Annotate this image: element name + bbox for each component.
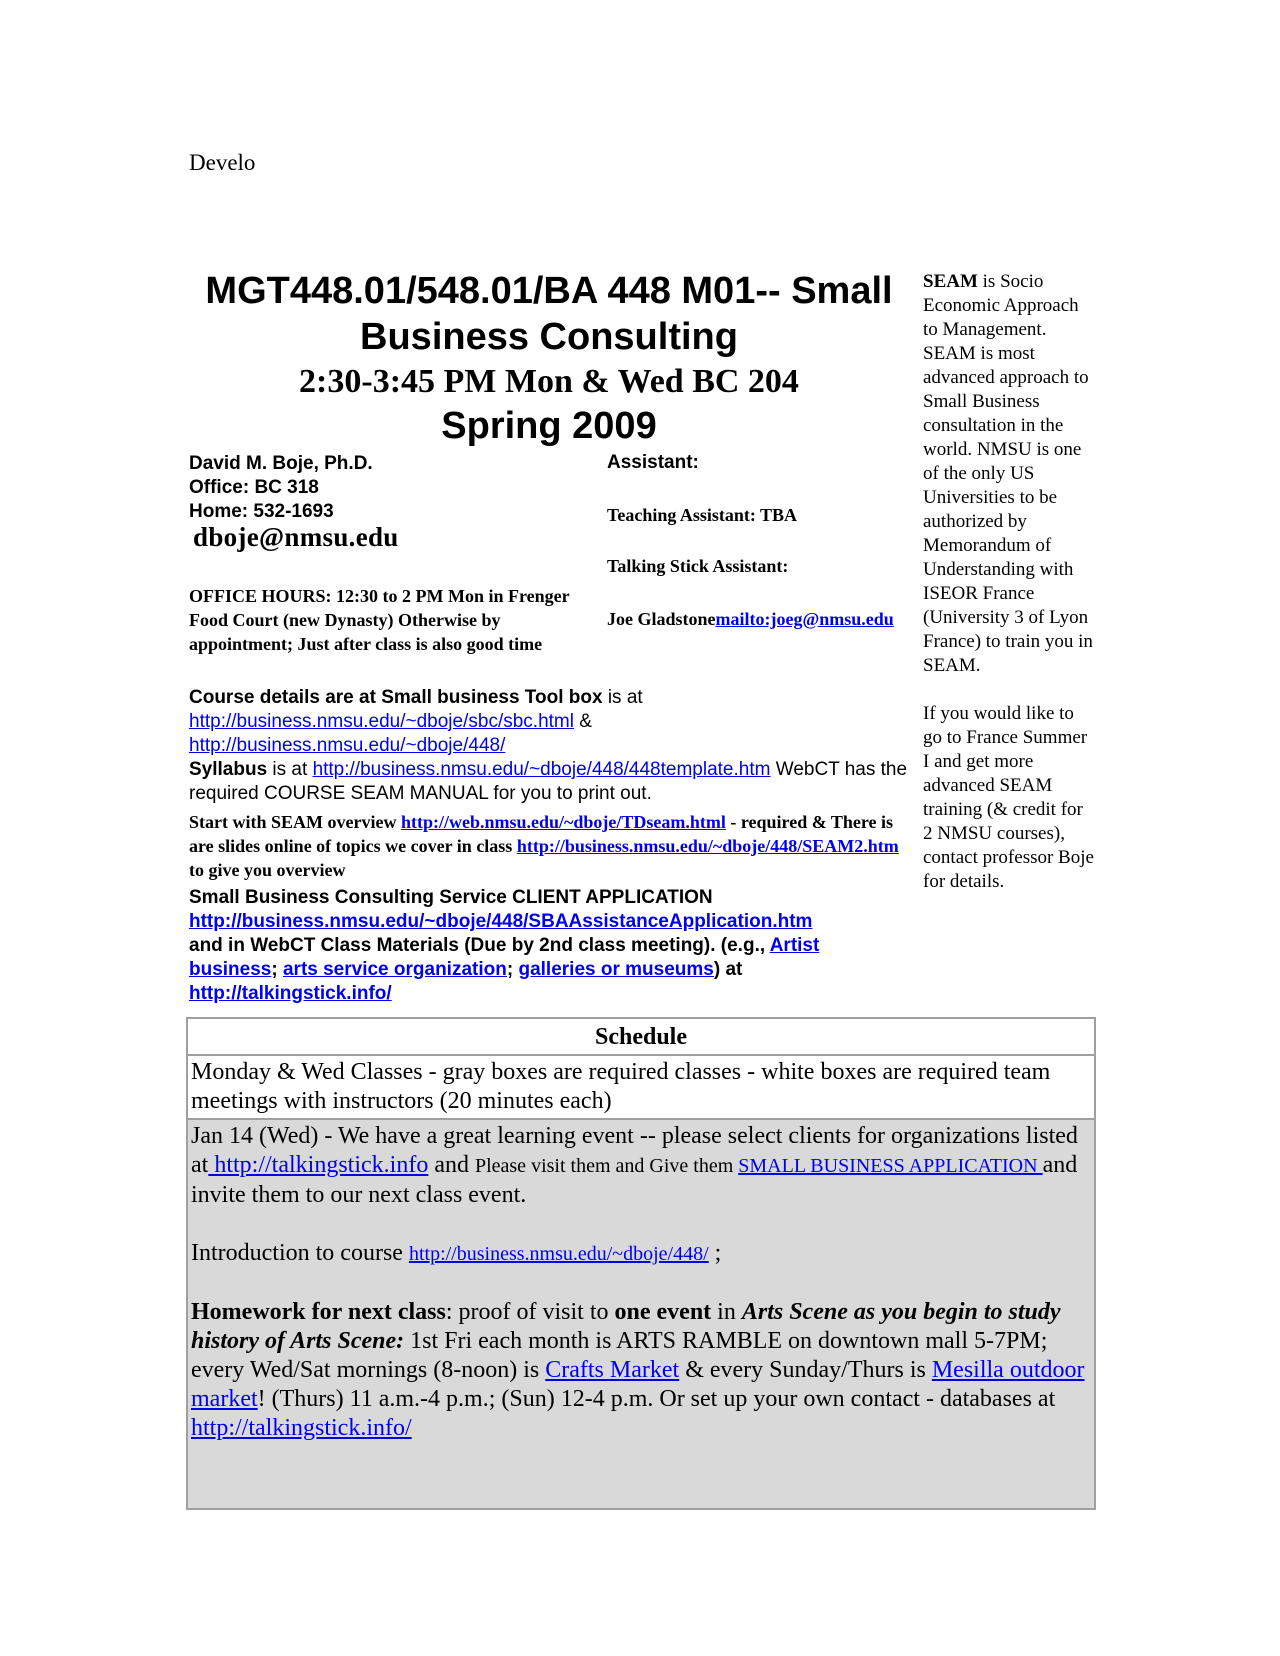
seam-term: SEAM xyxy=(923,271,978,292)
homework-text1: : proof of visit to xyxy=(445,1299,615,1325)
client-application xyxy=(189,886,909,1006)
instructor-email: dboje@nmsu.edu xyxy=(193,522,399,552)
joe-email-link[interactable]: mailto:joeg@nmsu.edu xyxy=(715,609,894,629)
homework-one-event: one event xyxy=(614,1299,712,1325)
header-fragment: Develo xyxy=(189,150,256,175)
client-app-sep2: ; xyxy=(506,959,519,980)
seam-description xyxy=(923,270,1095,678)
jan14-tail: and invite them to our next class event. xyxy=(191,1152,1078,1208)
homework-talkingstick-link[interactable]: http://talkingstick.info/ xyxy=(191,1415,412,1441)
jan14-lead: Jan 14 (Wed) - We have a great learning event -- please select clients for organizations listed at xyxy=(191,1123,1078,1178)
schedule-row-jan14 xyxy=(187,1119,1095,1509)
seam-text: is Socio Economic Approach to Management. SEAM is most advanced approach to Small Business consultation in the world. NMSU is one of the only US Universities to be authorized by Memorandum of Understanding with ISEOR France (University 3 of Lyon France) to train you in SEAM. xyxy=(923,271,1093,676)
instructor-home-phone: Home: 532-1693 xyxy=(189,501,334,522)
seam-overview-tail: to give you overview xyxy=(189,860,346,880)
homework-text5: ! (Thurs) 11 a.m.-4 p.m.; (Sun) 12-4 p.m. Or set up your own contact - databases at xyxy=(257,1386,1056,1412)
homework-text2: in xyxy=(711,1299,742,1325)
jan14-talkingstick-link[interactable]: http://talkingstick.info xyxy=(208,1152,429,1178)
assistants-info xyxy=(607,452,907,631)
course-448-link[interactable]: http://business.nmsu.edu/~dboje/448/ xyxy=(189,735,506,756)
jan14-and: and xyxy=(428,1152,475,1178)
artist-business-link[interactable]: Artist business xyxy=(189,935,820,980)
instructor-name: David M. Boje, Ph.D. xyxy=(189,453,373,474)
seam-overview xyxy=(189,810,909,882)
schedule-table xyxy=(186,1017,1096,1510)
arts-service-org-link[interactable]: arts service organization xyxy=(282,959,507,980)
course-details xyxy=(189,686,909,806)
client-app-heading: Small Business Consulting Service CLIENT APPLICATION xyxy=(189,887,713,908)
talkingstick-link[interactable]: http://talkingstick.info/ xyxy=(189,983,392,1004)
syllabus-label: Syllabus xyxy=(189,759,268,780)
joe-name: Joe Gladstone xyxy=(607,609,716,629)
sba-application-link[interactable]: http://business.nmsu.edu/~dboje/448/SBAAssistanceApplication.htm xyxy=(189,911,813,932)
course-term: Spring 2009 xyxy=(441,405,657,447)
small-business-application-link[interactable]: SMALL BUSINESS APPLICATION xyxy=(738,1155,1043,1177)
sbc-link[interactable]: http://business.nmsu.edu/~dboje/sbc/sbc.html xyxy=(189,711,574,732)
seam-overview-middle: - required & There is are slides online of topics we cover in class xyxy=(189,812,894,856)
schedule-heading: Schedule xyxy=(187,1018,1095,1055)
seam-overview-lead: Start with SEAM overview xyxy=(189,812,401,832)
jan14-intro xyxy=(191,1239,1091,1269)
joe-gladstone-contact xyxy=(607,607,907,631)
intro-tail: ; xyxy=(708,1240,722,1266)
instructor-info xyxy=(189,452,589,524)
intro-lead: Introduction to course xyxy=(191,1240,409,1266)
jan14-homework xyxy=(191,1298,1091,1443)
homework-label: Homework for next class xyxy=(191,1299,446,1325)
france-note: If you would like to go to France Summer I and get more advanced SEAM training (& credit for 2 NMSU courses), contact professor Boje for details. xyxy=(923,703,1094,892)
crafts-market-link[interactable]: Crafts Market xyxy=(545,1357,680,1383)
galleries-museums-link[interactable]: galleries or museums xyxy=(518,959,714,980)
client-app-tail: ) at xyxy=(713,959,743,980)
intro-course-link[interactable]: http://business.nmsu.edu/~dboje/448/ xyxy=(408,1243,709,1265)
amp-text: & xyxy=(573,711,592,732)
syllabus-tail: WebCT has the required COURSE SEAM MANUAL for you to print out. xyxy=(189,759,908,804)
course-title: MGT448.01/548.01/BA 448 M01-- Small Business Consulting xyxy=(205,270,893,358)
jan14-please: Please visit them and Give them xyxy=(474,1155,739,1177)
client-app-sep1: ; xyxy=(271,959,283,980)
course-details-lead: Course details are at Small business Tool box xyxy=(189,687,603,708)
homework-text3: 1st Fri each month is ARTS RAMBLE on downtown mall 5-7PM; every Wed/Sat mornings (8-noon) is xyxy=(191,1328,1048,1383)
homework-arts-scene: Arts Scene as you begin to study history of Arts Scene: xyxy=(191,1299,1061,1354)
talking-stick-assistant: Talking Stick Assistant: xyxy=(607,556,789,576)
office-hours: OFFICE HOURS: 12:30 to 2 PM Mon in Frenger Food Court (new Dynasty) Otherwise by appointment; Just after class is also good time xyxy=(189,586,570,654)
syllabus-link[interactable]: http://business.nmsu.edu/~dboje/448/448template.htm xyxy=(312,759,771,780)
mesilla-market-link[interactable]: Mesilla outdoor market xyxy=(191,1357,1085,1412)
assistant-label: Assistant: xyxy=(607,452,699,473)
course-title-block xyxy=(190,268,908,448)
course-time: 2:30-3:45 PM Mon & Wed BC 204 xyxy=(299,363,799,400)
tdseam-link[interactable]: http://web.nmsu.edu/~dboje/TDseam.html xyxy=(400,812,726,832)
client-app-middle: and in WebCT Class Materials (Due by 2nd class meeting). (e.g., xyxy=(189,935,770,956)
schedule-note: Monday & Wed Classes - gray boxes are required classes - white boxes are required team meetings with instructors (20 minutes each) xyxy=(187,1055,1095,1119)
course-details-text: is at xyxy=(602,687,643,708)
teaching-assistant: Teaching Assistant: TBA xyxy=(607,505,798,525)
seam-sidebar xyxy=(923,270,1095,894)
syllabus-text: is at xyxy=(267,759,313,780)
instructor-office: Office: BC 318 xyxy=(189,477,319,498)
jan14-event xyxy=(191,1122,1091,1210)
seam2-link[interactable]: http://business.nmsu.edu/~dboje/448/SEAM2.htm xyxy=(516,836,899,856)
homework-text4: & every Sunday/Thurs is xyxy=(679,1357,932,1383)
